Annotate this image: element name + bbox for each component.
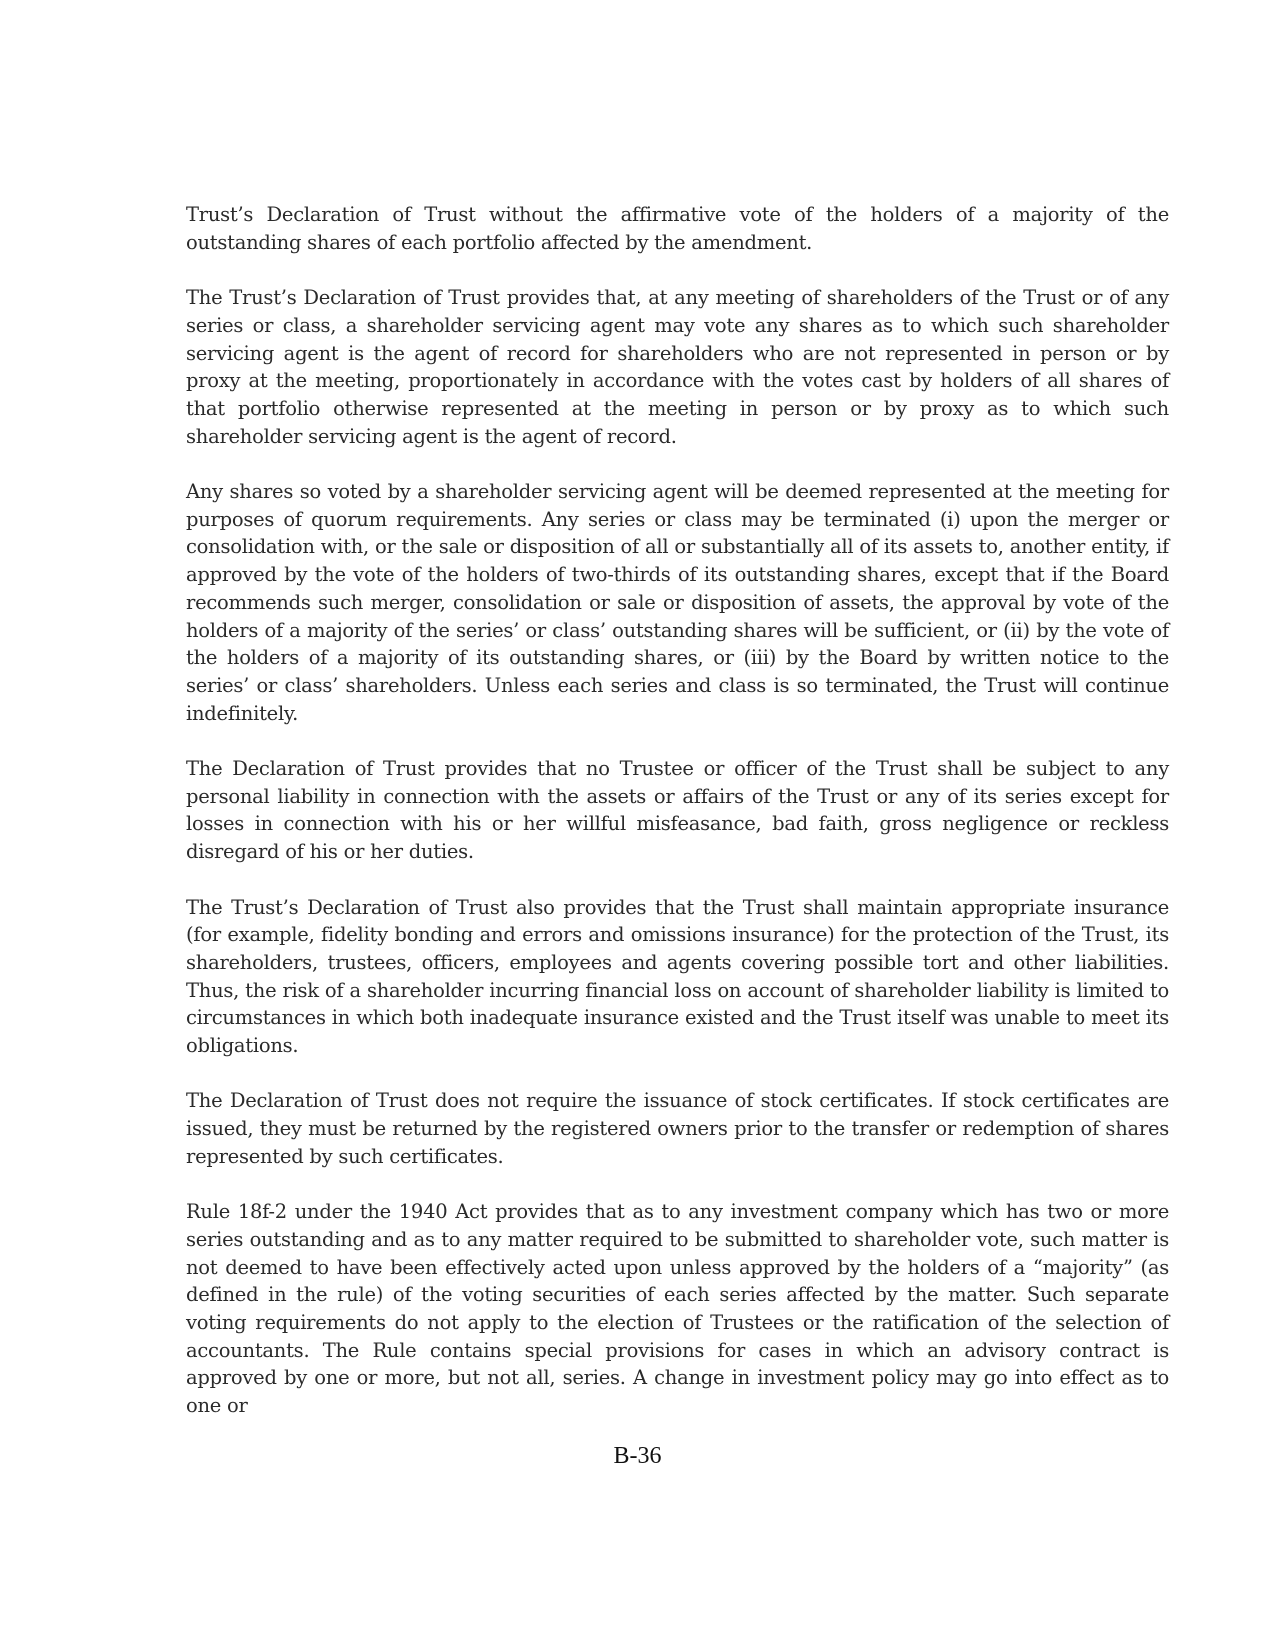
paragraph-stock-certificates: The Declaration of Trust does not require the issuance of stock certificates. If stock certificates are issued, they must be returned by the registered owners prior to the transfer or redemption of shares represented by such certificates. bbox=[186, 1089, 1169, 1168]
paragraph-amendment-vote: Trust’s Declaration of Trust without the affirmative vote of the holders of a majority of the outstanding shares of each portfolio affected by the amendment. bbox=[186, 203, 1169, 254]
paragraph-rule-18f-2: Rule 18f-2 under the 1940 Act provides that as to any investment company which has two or more series outstanding and as to any matter required to be submitted to shareholder vote, such matter is not deemed to have been effectively acted upon unless approved by the holders of a “majority” (as defined in the rule) of the voting securities of each series affected by the matter. Such separate voting requirements do not apply to the election of Trustees or the ratification of the selection of accountants. The Rule contains special provisions for cases in which an advisory contract is approved by one or more, but not all, series. A change in investment policy may go into effect as to one or bbox=[186, 1200, 1169, 1418]
paragraph-trustee-liability: The Declaration of Trust provides that no Trustee or officer of the Trust shall be subject to any personal liability in connection with the assets or affairs of the Trust or any of its series except for losses in connection with his or her willful misfeasance, bad faith, gross negligence or reckless disregard of his or her duties. bbox=[186, 757, 1169, 864]
paragraph-insurance: The Trust’s Declaration of Trust also provides that the Trust shall maintain appropriate insurance (for example, fidelity bonding and errors and omissions insurance) for the protection of the Trust, its shareholders, trustees, officers, employees and agents covering possible tort and other liabilities. Thus, the risk of a shareholder incurring financial loss on account of shareholder liability is limited to circumstances in which both inadequate insurance existed and the Trust itself was unable to meet its obligations. bbox=[186, 895, 1169, 1058]
page-number: B-36 bbox=[613, 1443, 662, 1469]
paragraph-quorum-termination: Any shares so voted by a shareholder servicing agent will be deemed represented at the meeting for purposes of quorum requirements. Any series or class may be terminated (i) upon the merger or consolidation with, or the sale or disposition of all or substantially all of its assets to, another entity, if approved by the vote of the holders of two-thirds of its outstanding shares, except that if the Board recommends such merger, consolidation or sale or disposition of assets, the approval by vote of the holders of a majority of the series’ or class’ outstanding shares will be sufficient, or (ii) by the vote of the holders of a majority of its outstanding shares, or (iii) by the Board by written notice to the series’ or class’ shareholders. Unless each series and class is so terminated, the Trust will continue indefinitely. bbox=[186, 480, 1169, 725]
document-body bbox=[186, 201, 1169, 1448]
paragraph-servicing-agent-vote: The Trust’s Declaration of Trust provides that, at any meeting of shareholders of the Trust or of any series or class, a shareholder servicing agent may vote any shares as to which such shareholder servicing agent is the agent of record for shareholders who are not represented in person or by proxy at the meeting, proportionately in accordance with the votes cast by holders of all shares of that portfolio otherwise represented at the meeting in person or by proxy as to which such shareholder servicing agent is the agent of record. bbox=[186, 286, 1169, 448]
